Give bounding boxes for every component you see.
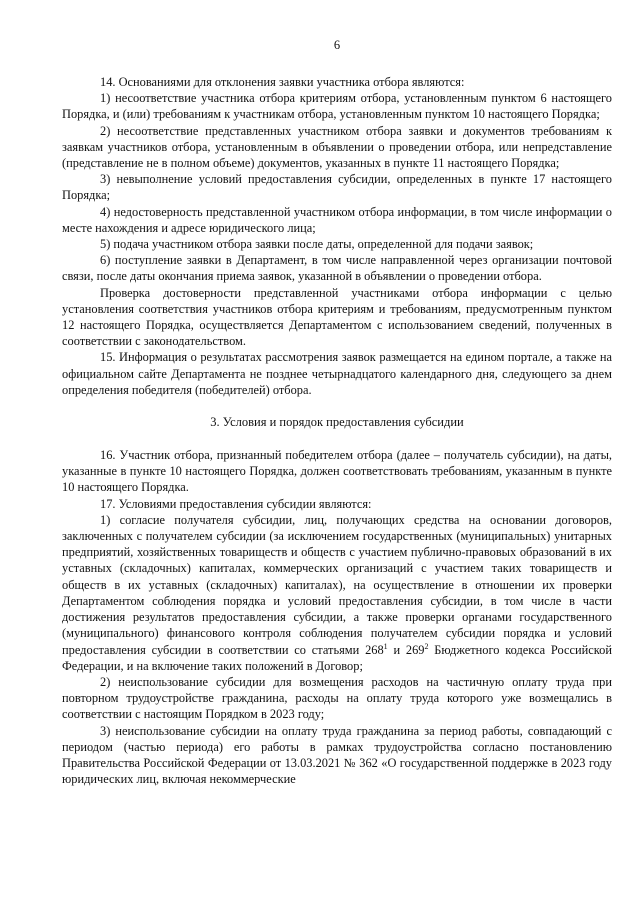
paragraph-verification: Проверка достоверности представленной участниками отбора информации с целью установления соответствия участников отбора критериям и требованиям, предусмотренным пунктом 12 настоящего Порядка, осуществляется Департаментом с использованием сведений, полученных в соответствии с законодательством. — [62, 285, 612, 349]
superscript-2: 2 — [424, 641, 429, 651]
paragraph-17: 17. Условиями предоставления субсидии являются: — [100, 496, 372, 511]
paragraph-16: 16. Участник отбора, признанный победителем отбора (далее – получатель субсидии), на даты, указанные в пункте 10 настоящего Порядка, должен соответствовать требованиям, указанным в пункте 10 настоящего Порядка. — [62, 448, 612, 495]
paragraph-14-item-6: 6) поступление заявки в Департамент, в том числе направленной через организации почтовой связи, после даты окончания приема заявок, указанной в объявлении о проведении отбора. — [62, 253, 612, 284]
paragraph-17-item-3: 3) неиспользование субсидии на оплату труда гражданина за период работы, совпадающий с периодом (частью периода) его работы в рамках трудоустройства согласно постановлению Правительства Российской Федерации от 13.03.2021 № 362 «О государственной поддержке в 2023 году юридических лиц, включая некоммерческие — [62, 723, 612, 787]
paragraph-14-item-5: 5) подача участником отбора заявки после даты, определенной для подачи заявок; — [100, 237, 534, 252]
paragraph-14-item-1: 1) несоответствие участника отбора критериям отбора, установленным пунктом 6 настоящего Порядка, и (или) требованиям к участникам отбора, установленным пунктом 10 настоящего Порядка; — [62, 91, 612, 122]
document-body — [62, 74, 612, 787]
paragraph-14-item-4: 4) недостоверность представленной участником отбора информации, в том числе информации о месте нахождения и адресе юридического лица; — [62, 204, 612, 235]
paragraph-17-item-1-text-c: Бюджетного кодекса Российской Федерации, и на включение таких положений в Договор; — [62, 642, 612, 673]
paragraph-17-item-1-text-a: 1) согласие получателя субсидии, лиц, получающих средства на основании договоров, заключенных с получателем субсидии (за исключением государственных (муниципальных) унитарных предприятий, хозяйственных товариществ и обществ с участием публично-правовых образований в их уставных (складочных) капиталах, коммерческих организаций с участием таких товариществ и обществ в их уставных (складочных) капиталах), на осуществление в отношении их проверки Департаментом соблюдения порядка и условий предоставления субсидии, в том числе в части достижения результатов предоставления субсидии, а также проверки органами государственного (муниципального) финансового контроля соблюдения получателем субсидии порядка и условий предоставления субсидии в соответствии со статьями 268 — [62, 512, 612, 657]
paragraph-17-item-1 — [62, 512, 612, 674]
paragraph-17-item-2: 2) неиспользование субсидии для возмещения расходов на частичную оплату труда при повторном трудоустройстве гражданина, расходы на оплату труда которого уже возмещались в соответствии с настоящим Порядком в 2023 году; — [62, 674, 612, 722]
paragraph-14-item-3: 3) невыполнение условий предоставления субсидии, определенных в пункте 17 настоящего Порядка; — [62, 172, 612, 203]
paragraph-14-item-2: 2) несоответствие представленных участником отбора заявки и документов требованиям к заявкам участников отбора, установленным в объявлении о проведении отбора, или непредставление (представление не в полном объеме) документов, указанных в пункте 11 настоящего Порядка; — [62, 123, 612, 171]
superscript-1: 1 — [383, 641, 388, 651]
paragraph-17-item-1-text-b: и 269 — [387, 642, 425, 657]
page-number: 6 — [333, 38, 341, 52]
paragraph-14: 14. Основаниями для отклонения заявки участника отбора являются: — [100, 75, 465, 89]
paragraph-15: 15. Информация о результатах рассмотрения заявок размещается на едином портале, а также на официальном сайте Департамента не позднее четырнадцатого календарного дня, следующего за днем определения победителя (победителей) отбора. — [62, 350, 612, 397]
section-heading: 3. Условия и порядок предоставления субсидии — [210, 415, 464, 430]
